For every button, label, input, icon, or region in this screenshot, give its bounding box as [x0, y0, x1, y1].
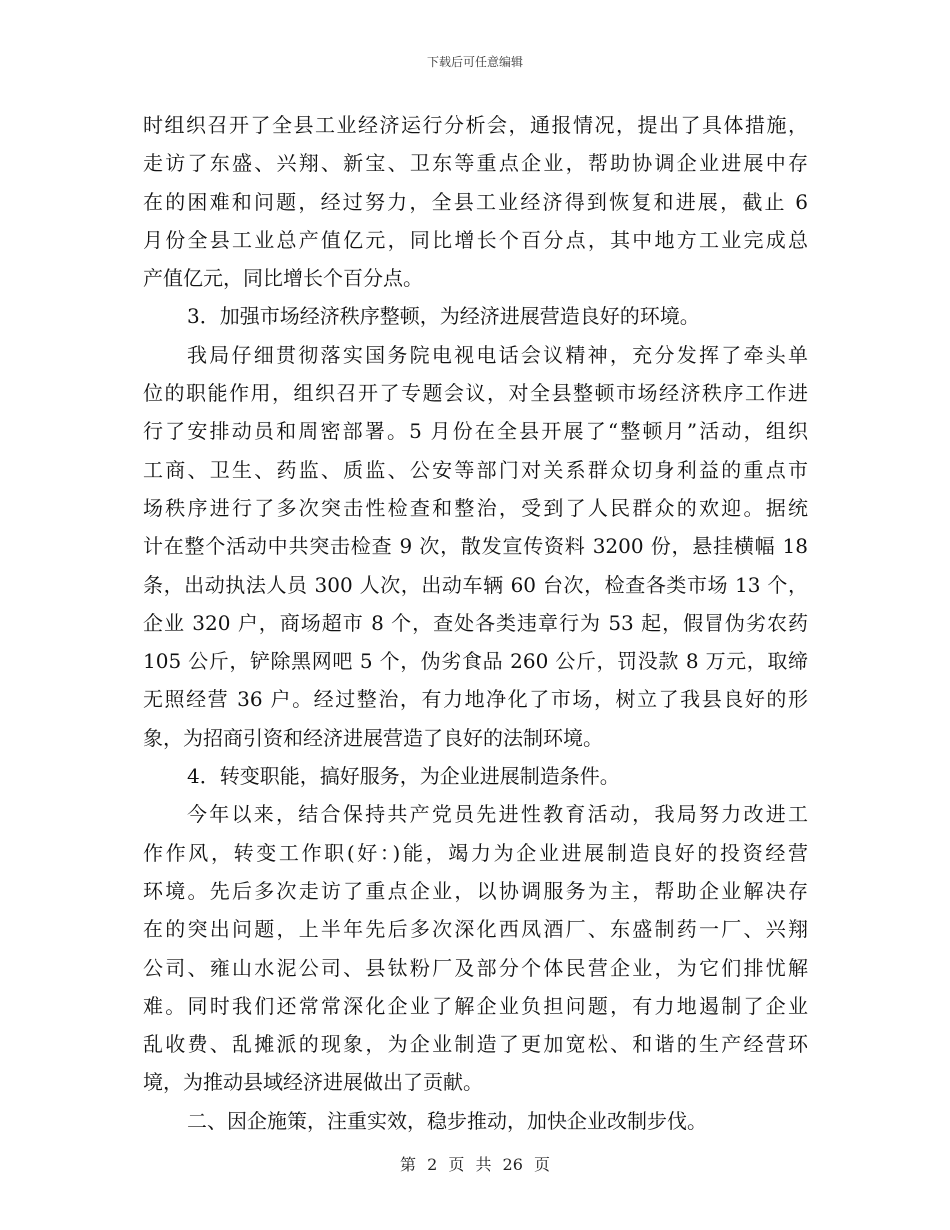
section-heading: 二、因企施策，注重实效，稳步推动，加快企业改制步伐。 — [187, 1108, 707, 1133]
text-line: 计在整个活动中共突击检查 9 次，散发宣传资料 3200 份，悬挂横幅 18 — [143, 534, 808, 559]
text-line: 在的突出问题，上半年先后多次深化西凤酒厂、东盛制药一厂、兴翔 — [143, 917, 808, 942]
page-header: 下载后可任意编辑 — [426, 55, 523, 69]
page-footer: 第 2 页 共 26 页 — [400, 1155, 550, 1174]
text-line: 作作风，转变工作职(好：)能，竭力为企业进展制造良好的投资经营 — [143, 840, 808, 865]
text-line: 环境。先后多次走访了重点企业，以协调服务为主，帮助企业解决存 — [143, 878, 808, 903]
text-line: 象，为招商引资和经济进展营造了良好的法制环境。 — [143, 725, 603, 750]
text-line: 行了安排动员和周密部署。5 月份在全县开展了“整顿月”活动，组织 — [143, 419, 808, 444]
text-line: 月份全县工业总产值亿元，同比增长个百分点，其中地方工业完成总 — [143, 227, 808, 252]
text-line: 难。同时我们还常常深化企业了解企业负担问题，有力地遏制了企业 — [143, 993, 808, 1018]
text-line: 时组织召开了全县工业经济运行分析会，通报情况，提出了具体措施， — [143, 113, 808, 137]
text-line: 企业 320 户，商场超市 8 个，查处各类违章行为 53 起，假冒伪劣农药 — [143, 610, 808, 635]
document-body — [143, 106, 808, 1140]
section-heading: 4．转变职能，搞好服务，为企业进展制造条件。 — [187, 764, 620, 789]
text-line: 乱收费、乱摊派的现象，为企业制造了更加宽松、和谐的生产经营环 — [143, 1032, 808, 1057]
text-line: 在的困难和问题，经过努力，全县工业经济得到恢复和进展，截止 6 — [143, 189, 808, 214]
text-line: 无照经营 36 户。经过整治，有力地净化了市场，树立了我县良好的形 — [143, 687, 808, 712]
text-line: 场秩序进行了多次突击性检查和整治，受到了人民群众的欢迎。据统 — [143, 495, 808, 520]
text-line: 境，为推动县域经济进展做出了贡献。 — [143, 1070, 483, 1095]
text-line: 条，出动执法人员 300 人次，出动车辆 60 台次，检查各类市场 13 个， — [143, 572, 808, 597]
text-line: 位的职能作用，组织召开了专题会议，对全县整顿市场经济秩序工作进 — [143, 381, 808, 406]
text-line: 我局仔细贯彻落实国务院电视电话会议精神，充分发挥了牵头单 — [187, 342, 808, 367]
text-line: 公司、雍山水泥公司、县钛粉厂及部分个体民营企业，为它们排忧解 — [143, 955, 808, 980]
section-heading: 3．加强市场经济秩序整顿，为经济进展营造良好的环境。 — [187, 304, 700, 329]
text-line: 今年以来，结合保持共产党员先进性教育活动，我局努力改进工 — [187, 802, 808, 827]
text-line: 走访了东盛、兴翔、新宝、卫东等重点企业，帮助协调企业进展中存 — [143, 151, 808, 176]
text-line: 产值亿元，同比增长个百分点。 — [143, 266, 423, 291]
text-line: 工商、卫生、药监、质监、公安等部门对关系群众切身利益的重点市 — [143, 457, 808, 482]
text-line: 105 公斤，铲除黑网吧 5 个，伪劣食品 260 公斤，罚没款 8 万元，取缔 — [143, 649, 808, 674]
